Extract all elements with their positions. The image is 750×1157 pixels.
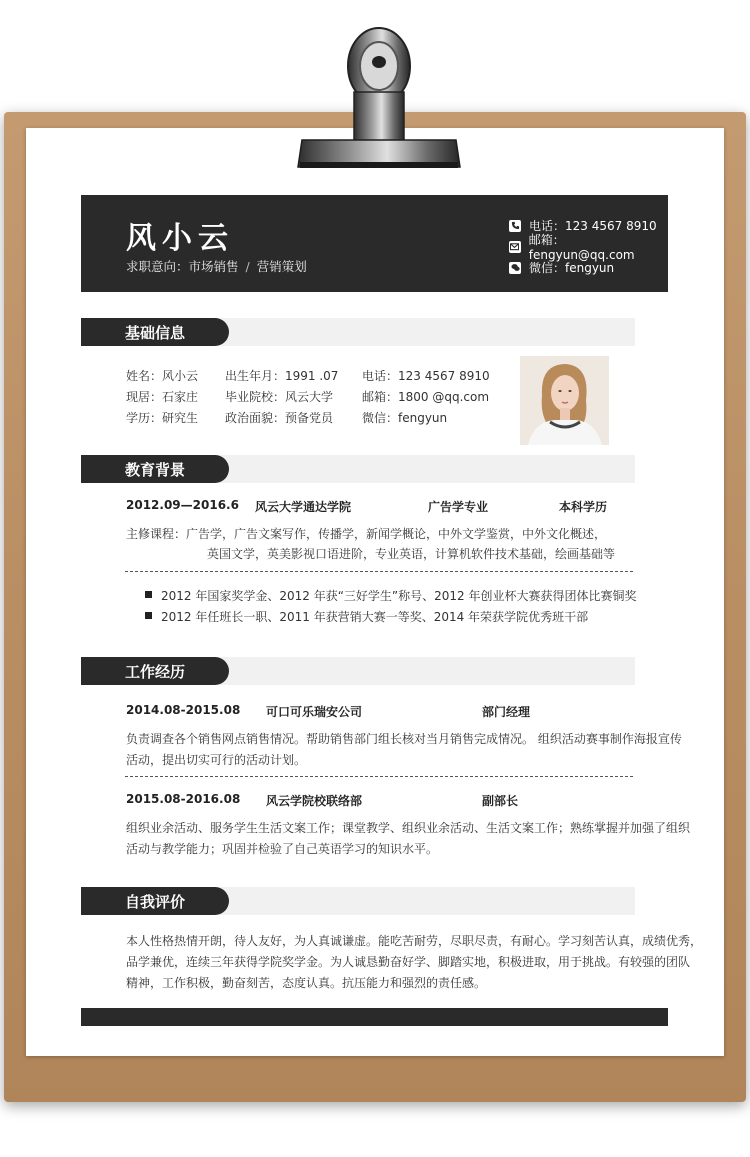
honor-item: 2012 年任班长一职、2011 年获营销大赛一等奖、2014 年荣获学院优秀班干部 — [161, 610, 589, 624]
section-title: 教育背景 — [81, 455, 229, 483]
divider — [125, 571, 633, 572]
job-period: 2014.08-2015.08 — [126, 703, 241, 717]
job-desc: 负责调查各个销售网点销售情况。帮助销售部门组长核对当月销售完成情况。 组织活动赛事制作海报宣传 — [126, 732, 682, 746]
contact-phone: 电话：123 4567 8910 — [509, 215, 668, 236]
mail-icon — [509, 241, 521, 253]
section-education — [81, 455, 635, 483]
self-eval-line: 本人性格热情开朗，待人友好，为人真诚谦虚。能吃苦耐劳，尽职尽责，有耐心。学习刻苦认真，成绩优秀， — [126, 934, 703, 948]
job-org: 可口可乐瑞安公司 — [266, 705, 363, 719]
info-wechat: 微信：fengyun — [362, 411, 448, 425]
edu-major: 广告学专业 — [428, 500, 489, 514]
profile-photo — [520, 356, 609, 445]
job-org: 风云学院校联络部 — [266, 794, 363, 808]
edu-degree: 本科学历 — [559, 500, 608, 514]
self-eval-line: 品学兼优，连续三年获得学院奖学金。为人诚恳勤奋好学、脚踏实地，积极进取，用于挑战。有较强的团队 — [126, 955, 691, 969]
contact-mail: 邮箱：fengyun@qq.com — [509, 236, 668, 257]
resume-header — [81, 195, 668, 292]
info-email: 邮箱：1800 @qq.com — [362, 390, 490, 404]
edu-courses-cont: 英国文学，英美影视口语进阶，专业英语，计算机软件技术基础，绘画基础等 — [207, 547, 616, 561]
phone-icon — [509, 220, 521, 232]
info-phone: 电话：123 4567 8910 — [362, 369, 490, 383]
info-politics: 政治面貌：预备党员 — [225, 411, 334, 425]
edu-courses: 主修课程：广告学，广告文案写作，传播学，新闻学概论，中外文学鉴赏，中外文化概述， — [126, 527, 607, 541]
binder-clip-icon — [296, 22, 462, 172]
edu-period: 2012.09—2016.6 — [126, 498, 239, 512]
job-role: 副部长 — [482, 794, 519, 808]
info-name: 姓名：风小云 — [126, 369, 199, 383]
job-intent: 求职意向：市场销售 / 营销策划 — [126, 259, 307, 274]
section-basic — [81, 318, 635, 346]
job-desc-cont: 活动，提出切实可行的活动计划。 — [126, 753, 307, 767]
info-residence: 现居：石家庄 — [126, 390, 199, 404]
job-role: 部门经理 — [482, 705, 531, 719]
self-eval-line: 精神，工作积极，勤奋刻苦，态度认真。抗压能力和强烈的责任感。 — [126, 976, 487, 990]
edu-school: 风云大学通达学院 — [255, 500, 352, 514]
section-title: 工作经历 — [81, 657, 229, 685]
job-desc: 组织业余活动、服务学生生活文案工作；课堂教学、组织业余活动、生活文案工作；熟练掌握并加强了组织 — [126, 821, 691, 835]
header-contact — [509, 215, 668, 278]
info-school: 毕业院校：风云大学 — [225, 390, 334, 404]
job-period: 2015.08-2016.08 — [126, 792, 241, 806]
bullet-icon — [145, 612, 152, 619]
info-education: 学历：研究生 — [126, 411, 199, 425]
section-work — [81, 657, 635, 685]
contact-wechat: 微信：fengyun — [509, 257, 668, 278]
footer-bar — [81, 1008, 668, 1026]
divider — [125, 776, 633, 777]
job-desc-cont: 活动与教学能力；巩固并检验了自己英语学习的知识水平。 — [126, 842, 439, 856]
bullet-icon — [145, 591, 152, 598]
wechat-icon — [509, 262, 521, 274]
section-title: 自我评价 — [81, 887, 229, 915]
section-title: 基础信息 — [81, 318, 229, 346]
honor-item: 2012 年国家奖学金、2012 年获“三好学生”称号、2012 年创业杯大赛获得团体比赛铜奖 — [161, 589, 637, 603]
candidate-name: 风小云 — [126, 221, 234, 256]
section-self-evaluation — [81, 887, 635, 915]
info-birth: 出生年月：1991 .07 — [225, 369, 339, 383]
